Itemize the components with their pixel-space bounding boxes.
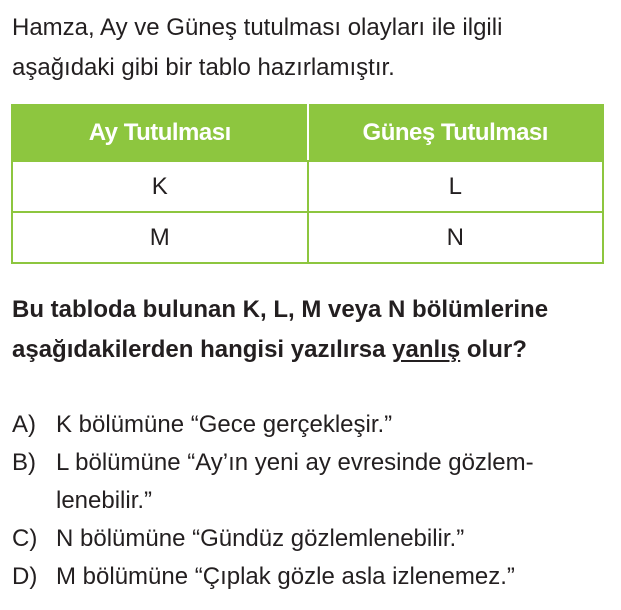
option-b-letter: B)	[12, 449, 36, 476]
option-a-letter: A)	[12, 411, 36, 438]
option-b-text-line-2: lenebilir.”	[56, 487, 153, 514]
intro-line-1: Hamza, Ay ve Güneş tutulması olayları ile ilgili	[12, 14, 503, 41]
option-b-text-line-1: L bölümüne “Ay’ın yeni ay evresinde gözlem-	[56, 449, 534, 476]
question-line-2-before: aşağıdakilerden hangisi yazılırsa	[12, 336, 393, 363]
option-a-text: K bölümüne “Gece gerçekleşir.”	[56, 411, 393, 438]
option-a[interactable]	[12, 406, 612, 444]
question-text	[12, 290, 612, 370]
option-c-text: N bölümüne “Gündüz gözlemlenebilir.”	[56, 525, 465, 552]
intro-line-2: aşağıdaki gibi bir tablo hazırlamıştır.	[12, 54, 395, 81]
question-emphasis-wrong: yanlış	[392, 336, 461, 363]
cell-k: K	[12, 161, 308, 212]
table-row	[12, 161, 603, 212]
option-d[interactable]	[12, 558, 612, 596]
cell-n: N	[308, 212, 604, 263]
table-row	[12, 212, 603, 263]
header-ay-tutulmasi: Ay Tutulması	[12, 105, 308, 161]
option-d-letter: D)	[12, 563, 38, 590]
header-gunes-tutulmasi: Güneş Tutulması	[308, 105, 604, 161]
question-line-2-after: olur?	[460, 336, 527, 363]
table-header-row	[12, 105, 603, 161]
eclipse-table	[11, 104, 604, 264]
question-line-1: Bu tabloda bulunan K, L, M veya N bölümlerine	[12, 296, 549, 323]
cell-l: L	[308, 161, 604, 212]
option-d-text: M bölümüne “Çıplak gözle asla izlenemez.”	[56, 563, 515, 590]
cell-m: M	[12, 212, 308, 263]
option-b[interactable]	[12, 444, 612, 520]
intro-text	[12, 8, 610, 88]
option-c-letter: C)	[12, 525, 38, 552]
answer-options	[12, 406, 612, 596]
option-c[interactable]	[12, 520, 612, 558]
